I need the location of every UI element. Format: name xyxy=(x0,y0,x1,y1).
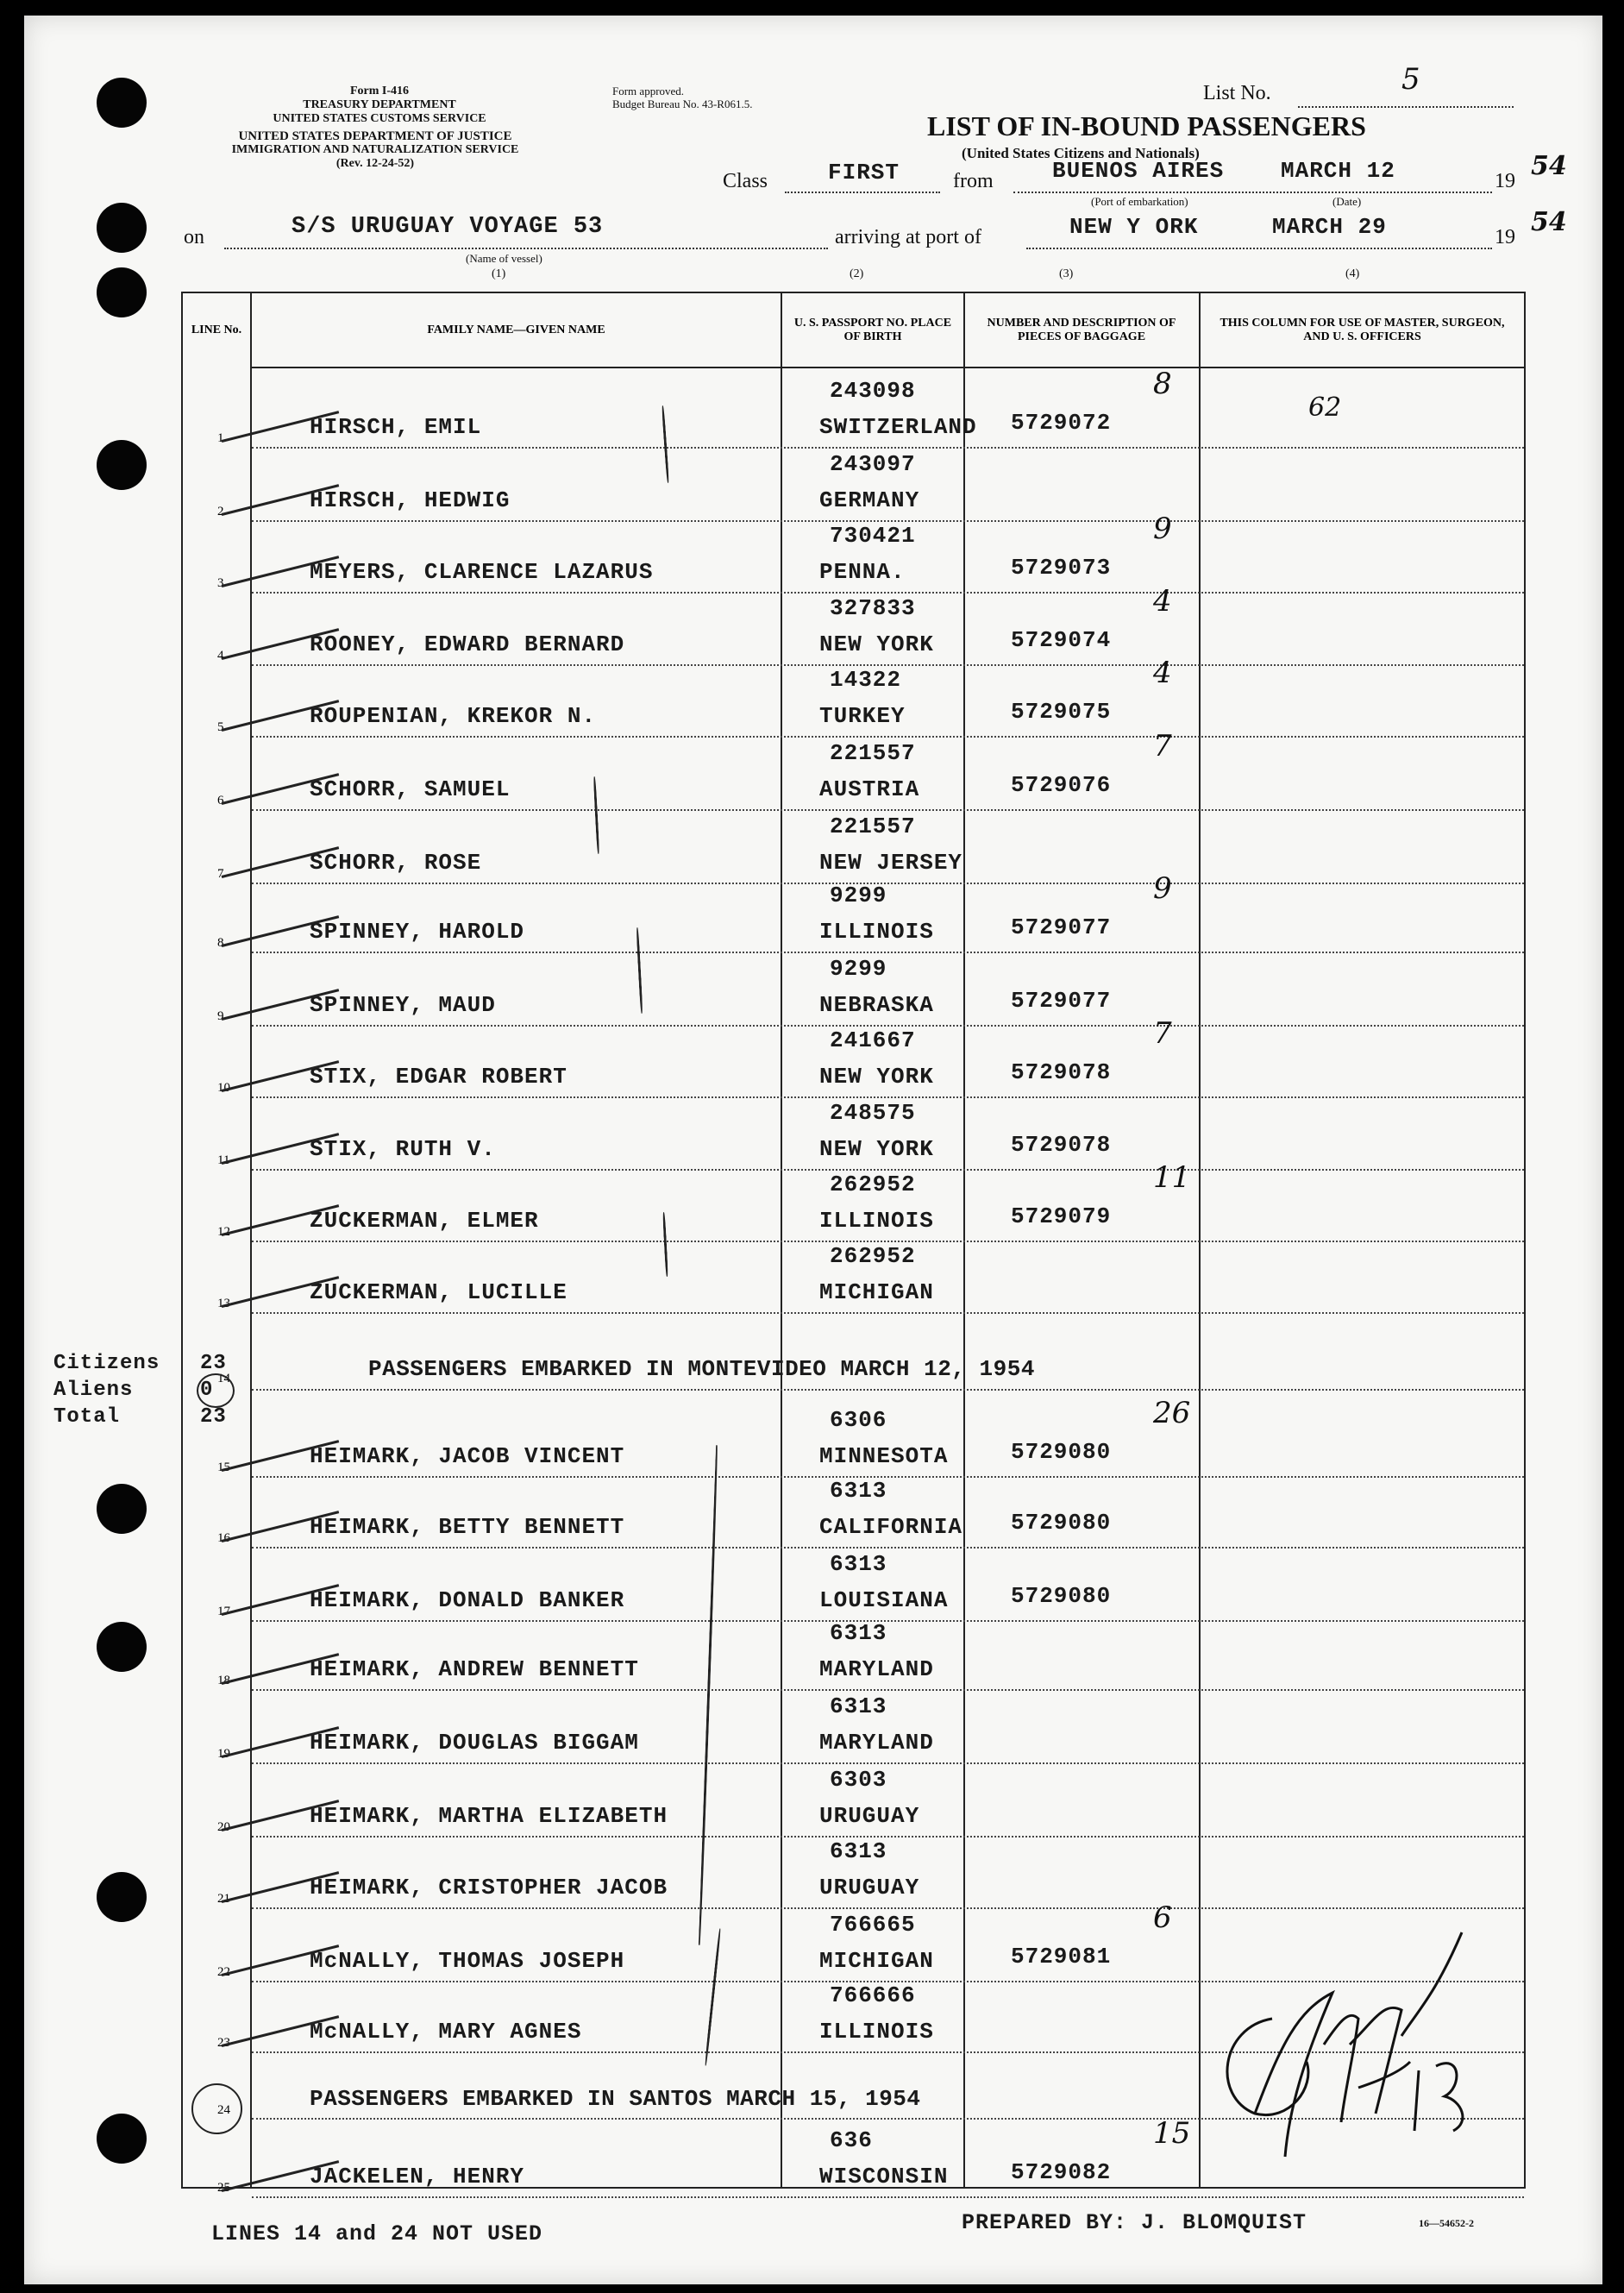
total-label: Total xyxy=(53,1405,121,1429)
embarkation-year: 54 xyxy=(1531,151,1567,181)
baggage-pieces: 9 xyxy=(1153,871,1172,906)
page-subtitle: (United States Citizens and Nationals) xyxy=(962,145,1200,161)
row-divider xyxy=(252,809,1524,811)
passenger-name: ZUCKERMAN, LUCILLE xyxy=(310,1279,567,1305)
line-number: 20 xyxy=(217,1820,230,1834)
baggage-number: 5729078 xyxy=(1011,1059,1112,1085)
place-of-birth: MARYLAND xyxy=(819,1730,934,1756)
passport-number: 327833 xyxy=(830,595,916,621)
vessel-name: S/S URUGUAY VOYAGE 53 xyxy=(292,214,604,240)
passport-number: 636 xyxy=(830,2127,873,2153)
line-number: 22 xyxy=(217,1965,230,1979)
baggage-pieces: 6 xyxy=(1153,1900,1172,1935)
line-number: 25 xyxy=(217,2181,230,2195)
port-caption: (Port of embarkation) xyxy=(1091,195,1188,208)
col-header-baggage: NUMBER AND DESCRIPTION OF PIECES OF BAGGAGE xyxy=(987,316,1176,343)
row-divider xyxy=(252,520,1524,522)
row-divider xyxy=(252,447,1524,449)
row-divider xyxy=(252,664,1524,666)
line-number: 17 xyxy=(217,1605,230,1618)
from-label: from xyxy=(953,170,994,192)
passport-number: 248575 xyxy=(830,1100,916,1126)
binder-hole xyxy=(97,203,147,253)
citizens-label: Citizens xyxy=(53,1352,160,1375)
binder-hole xyxy=(97,1622,147,1672)
place-of-birth: ILLINOIS xyxy=(819,2019,934,2045)
line-number: 15 xyxy=(217,1461,230,1474)
line-number: 8 xyxy=(217,936,224,950)
on-label: on xyxy=(184,226,204,248)
ins-label: IMMIGRATION AND NATURALIZATION SERVICE xyxy=(231,143,519,156)
list-no-value: 5 xyxy=(1401,62,1420,97)
baggage-number: 5729080 xyxy=(1011,1510,1112,1536)
line-number: 4 xyxy=(217,649,224,663)
baggage-number: 5729079 xyxy=(1011,1203,1112,1229)
col-header-passport: U. S. PASSPORT NO. PLACE OF BIRTH xyxy=(793,316,952,343)
binder-hole xyxy=(97,267,147,317)
form-approved: Form approved. xyxy=(612,85,685,97)
passenger-name: HEIMARK, MARTHA ELIZABETH xyxy=(310,1803,668,1829)
row-divider xyxy=(252,1476,1524,1478)
passenger-name: ROONEY, EDWARD BERNARD xyxy=(310,631,625,657)
passenger-name: HEIMARK, DONALD BANKER xyxy=(310,1587,625,1613)
baggage-number: 5729077 xyxy=(1011,988,1112,1014)
row-divider xyxy=(252,1096,1524,1098)
baggage-number: 5729082 xyxy=(1011,2159,1112,2185)
passport-number: 6306 xyxy=(830,1407,887,1433)
baggage-pieces: 4 xyxy=(1153,584,1172,619)
class-label: Class xyxy=(723,170,768,192)
passenger-name: McNALLY, THOMAS JOSEPH xyxy=(310,1948,625,1974)
passport-number: 262952 xyxy=(830,1172,916,1197)
budget-number: Budget Bureau No. 43-R061.5. xyxy=(612,97,753,110)
row-divider xyxy=(252,1620,1524,1622)
passport-number: 6303 xyxy=(830,1767,887,1793)
embarkation-date: MARCH 12 xyxy=(1281,158,1395,184)
customs-label: UNITED STATES CUSTOMS SERVICE xyxy=(273,112,486,125)
place-of-birth: MICHIGAN xyxy=(819,1279,934,1305)
line-number: 6 xyxy=(217,794,224,807)
passport-number: 241667 xyxy=(830,1027,916,1053)
revision-label: (Rev. 12-24-52) xyxy=(335,157,415,170)
passport-number: 9299 xyxy=(830,883,887,908)
passenger-name: STIX, RUTH V. xyxy=(310,1136,496,1162)
line-number: 5 xyxy=(217,720,224,734)
place-of-birth: NEBRASKA xyxy=(819,992,934,1018)
row-divider xyxy=(252,1241,1524,1242)
passport-number: 6313 xyxy=(830,1478,887,1504)
passenger-name: SCHORR, ROSE xyxy=(310,850,482,876)
arriving-label: arriving at port of xyxy=(835,226,981,248)
place-of-birth: WISCONSIN xyxy=(819,2164,949,2189)
list-no-label: List No. xyxy=(1203,82,1271,104)
line-number: 11 xyxy=(217,1153,230,1167)
passenger-name: SPINNEY, MAUD xyxy=(310,992,496,1018)
line-number: 21 xyxy=(217,1892,230,1906)
officer-note: 62 xyxy=(1308,393,1342,423)
circled-line-mark xyxy=(191,2083,242,2134)
line-number: 10 xyxy=(217,1081,230,1095)
line-number-24: 24 xyxy=(217,2103,230,2117)
row-divider xyxy=(252,1762,1524,1764)
line-number: 18 xyxy=(217,1674,230,1687)
row-divider xyxy=(252,1025,1524,1027)
place-of-birth: MINNESOTA xyxy=(819,1443,949,1469)
passenger-name: HIRSCH, EMIL xyxy=(310,414,482,440)
baggage-pieces: 15 xyxy=(1153,2116,1191,2151)
binder-hole xyxy=(97,1872,147,1922)
col-num-4: (4) xyxy=(1345,267,1360,280)
baggage-pieces: 7 xyxy=(1153,729,1172,763)
passport-number: 221557 xyxy=(830,740,916,766)
passport-number: 6313 xyxy=(830,1551,887,1577)
place-of-birth: CALIFORNIA xyxy=(819,1514,963,1540)
vessel-caption: (Name of vessel) xyxy=(466,252,542,265)
totals-labels xyxy=(53,1350,160,1430)
passenger-name: HEIMARK, BETTY BENNETT xyxy=(310,1514,625,1540)
binder-hole xyxy=(97,2114,147,2164)
row-divider xyxy=(252,1389,1524,1391)
baggage-pieces: 4 xyxy=(1153,656,1172,690)
passport-number: 766666 xyxy=(830,1982,916,2008)
footer-prepared-by: PREPARED BY: J. BLOMQUIST xyxy=(962,2210,1307,2235)
passenger-name: SPINNEY, HAROLD xyxy=(310,919,525,945)
justice-label: UNITED STATES DEPARTMENT OF JUSTICE xyxy=(238,129,512,143)
place-of-birth: NEW YORK xyxy=(819,1064,934,1090)
col-num-2: (2) xyxy=(850,267,864,280)
passenger-name: HEIMARK, JACOB VINCENT xyxy=(310,1443,625,1469)
total-count: 23 xyxy=(200,1405,227,1429)
row-divider xyxy=(252,1312,1524,1314)
line-number: 7 xyxy=(217,867,224,881)
col-num-3: (3) xyxy=(1059,267,1074,280)
line-number: 23 xyxy=(217,2036,230,2050)
place-of-birth: NEW YORK xyxy=(819,631,934,657)
passenger-name: SCHORR, SAMUEL xyxy=(310,776,511,802)
baggage-number: 5729081 xyxy=(1011,1944,1112,1969)
passport-number: 6313 xyxy=(830,1838,887,1864)
baggage-number: 5729073 xyxy=(1011,555,1112,581)
passenger-name: HEIMARK, DOUGLAS BIGGAM xyxy=(310,1730,639,1756)
baggage-number: 5729072 xyxy=(1011,410,1112,436)
passport-number: 766665 xyxy=(830,1912,916,1938)
aliens-count: 0 xyxy=(200,1379,214,1402)
place-of-birth: AUSTRIA xyxy=(819,776,920,802)
col-num-1: (1) xyxy=(492,267,506,280)
baggage-number: 5729078 xyxy=(1011,1132,1112,1158)
passport-number: 243097 xyxy=(830,451,916,477)
place-of-birth: LOUISIANA xyxy=(819,1587,949,1613)
passport-number: 262952 xyxy=(830,1243,916,1269)
inspector-signature xyxy=(1203,1915,1514,2174)
col-header-officers: THIS COLUMN FOR USE OF MASTER, SURGEON, AND U. S. OFFICERS xyxy=(1220,316,1505,343)
row-divider xyxy=(252,1836,1524,1838)
baggage-pieces: 26 xyxy=(1153,1396,1191,1430)
line-number: 1 xyxy=(217,431,224,445)
citizens-count: 23 xyxy=(200,1352,227,1375)
footer-lines-note: LINES 14 and 24 NOT USED xyxy=(211,2221,543,2246)
passenger-name: HEIMARK, CRISTOPHER JACOB xyxy=(310,1875,668,1900)
place-of-birth: GERMANY xyxy=(819,487,920,513)
passenger-name: ROUPENIAN, KREKOR N. xyxy=(310,703,597,729)
arrival-year: 54 xyxy=(1531,207,1567,237)
line-number: 9 xyxy=(217,1009,224,1023)
passport-number: 221557 xyxy=(830,814,916,839)
place-of-birth: SWITZERLAND xyxy=(819,414,977,440)
year-prefix: 19 xyxy=(1495,170,1515,192)
line-number: 12 xyxy=(217,1225,230,1239)
passport-number: 243098 xyxy=(830,378,916,404)
date-caption: (Date) xyxy=(1332,195,1362,208)
passenger-name: MEYERS, CLARENCE LAZARUS xyxy=(310,559,654,585)
row-divider xyxy=(252,1907,1524,1909)
place-of-birth: PENNA. xyxy=(819,559,906,585)
baggage-pieces: 8 xyxy=(1153,367,1172,401)
line-number-14: 14 xyxy=(217,1372,230,1385)
row-divider xyxy=(252,883,1524,884)
col-header-name: FAMILY NAME—GIVEN NAME xyxy=(427,323,605,336)
baggage-number: 5729076 xyxy=(1011,772,1112,798)
row-divider xyxy=(252,1689,1524,1691)
passenger-table xyxy=(181,292,1526,2195)
place-of-birth: URUGUAY xyxy=(819,1803,920,1829)
baggage-pieces: 11 xyxy=(1153,1160,1191,1195)
passport-number: 14322 xyxy=(830,667,902,693)
line-number: 19 xyxy=(217,1747,230,1761)
binder-hole xyxy=(97,78,147,128)
line-number: 13 xyxy=(217,1297,230,1310)
passport-number: 6313 xyxy=(830,1693,887,1719)
baggage-number: 5729077 xyxy=(1011,914,1112,940)
row-divider xyxy=(252,592,1524,594)
place-of-birth: NEW YORK xyxy=(819,1136,934,1162)
justice-block xyxy=(177,129,574,171)
page-title: LIST OF IN-BOUND PASSENGERS xyxy=(927,110,1366,141)
place-of-birth: MICHIGAN xyxy=(819,1948,934,1974)
embarkation-port: BUENOS AIRES xyxy=(1052,158,1225,184)
passenger-name: JACKELEN, HENRY xyxy=(310,2164,525,2189)
baggage-pieces: 9 xyxy=(1153,512,1172,546)
row-divider xyxy=(252,1169,1524,1171)
binder-hole xyxy=(97,440,147,490)
line-number: 2 xyxy=(217,505,224,518)
aliens-label: Aliens xyxy=(53,1379,134,1402)
passenger-name: ZUCKERMAN, ELMER xyxy=(310,1208,539,1234)
class-value: FIRST xyxy=(828,160,900,185)
line-number: 16 xyxy=(217,1531,230,1545)
arrival-port: NEW Y ORK xyxy=(1069,214,1199,240)
footer-print-code: 16—54652-2 xyxy=(1419,2217,1474,2229)
place-of-birth: MARYLAND xyxy=(819,1656,934,1682)
passport-number: 6313 xyxy=(830,1620,887,1646)
passenger-name: STIX, EDGAR ROBERT xyxy=(310,1064,567,1090)
baggage-number: 5729080 xyxy=(1011,1583,1112,1609)
row-divider xyxy=(252,952,1524,953)
place-of-birth: ILLINOIS xyxy=(819,1208,934,1234)
approval-block xyxy=(612,85,752,110)
passenger-name: McNALLY, MARY AGNES xyxy=(310,2019,582,2045)
passenger-name: HEIMARK, ANDREW BENNETT xyxy=(310,1656,639,1682)
place-of-birth: ILLINOIS xyxy=(819,919,934,945)
place-of-birth: TURKEY xyxy=(819,703,906,729)
baggage-pieces: 7 xyxy=(1153,1016,1172,1051)
place-of-birth: URUGUAY xyxy=(819,1875,920,1900)
form-number: Form I-416 xyxy=(349,85,410,97)
row-divider xyxy=(252,736,1524,738)
passport-number: 9299 xyxy=(830,956,887,982)
agency-block xyxy=(250,85,509,126)
arrival-date: MARCH 29 xyxy=(1272,214,1387,240)
passenger-name: HIRSCH, HEDWIG xyxy=(310,487,511,513)
treasury-label: TREASURY DEPARTMENT xyxy=(303,98,456,111)
circled-aliens-mark xyxy=(197,1373,235,1408)
col-header-line: LINE No. xyxy=(191,323,242,336)
passport-number: 730421 xyxy=(830,523,916,549)
year-prefix: 19 xyxy=(1495,226,1515,248)
baggage-number: 5729074 xyxy=(1011,627,1112,653)
row-divider xyxy=(252,1547,1524,1549)
baggage-number: 5729075 xyxy=(1011,699,1112,725)
section-montevideo: PASSENGERS EMBARKED IN MONTEVIDEO MARCH 12, 1954 xyxy=(368,1356,1035,1382)
line-number: 3 xyxy=(217,576,224,590)
baggage-number: 5729080 xyxy=(1011,1439,1112,1465)
row-divider xyxy=(252,2196,1524,2198)
section-santos: PASSENGERS EMBARKED IN SANTOS MARCH 15, 1954 xyxy=(310,2086,921,2112)
place-of-birth: NEW JERSEY xyxy=(819,850,963,876)
binder-hole xyxy=(97,1484,147,1534)
